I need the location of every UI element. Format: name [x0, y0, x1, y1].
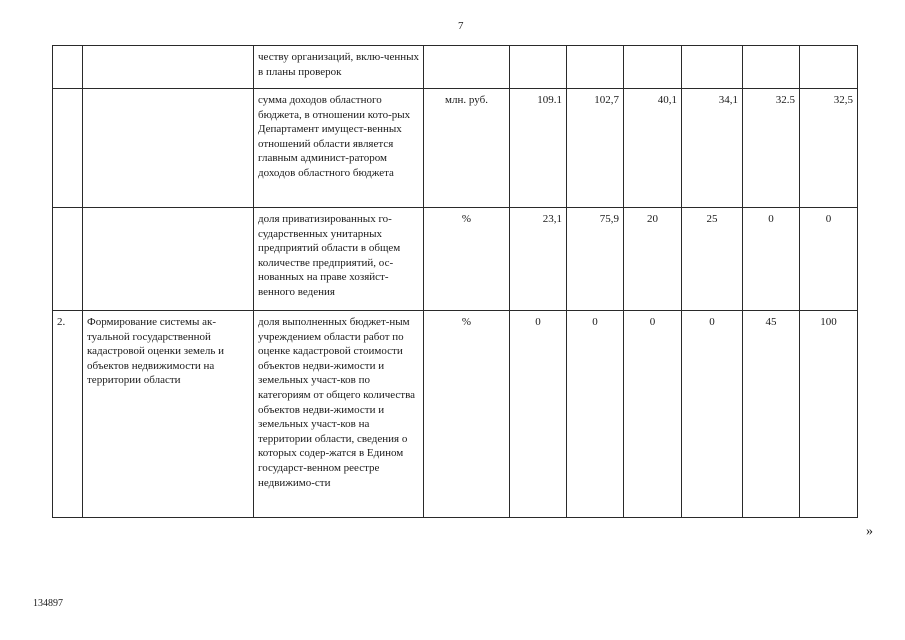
value-cell [624, 46, 682, 89]
value-cell: 23,1 [510, 208, 567, 311]
value-cell: 0 [800, 208, 858, 311]
indicator-cell: честву организаций, вклю-ченных в планы проверок [254, 46, 424, 89]
value-cell: 0 [682, 311, 743, 518]
indicators-table [52, 45, 858, 518]
value-cell: 0 [567, 311, 624, 518]
row-index-cell [53, 89, 83, 208]
value-cell: 34,1 [682, 89, 743, 208]
value-cell: 32.5 [743, 89, 800, 208]
table-row [53, 208, 858, 311]
value-cell: 109.1 [510, 89, 567, 208]
indicator-cell: доля выполненных бюджет-ным учреждением области работ по оценке кадастровой стоимости объектов недви-жимости и земельных участ-ков по категориям от общего количества объектов недви-жимости и земельных участ-ков на территории области, сведения о которых содер-жатся в Едином государст-венном реестре недвижимо-сти [254, 311, 424, 518]
row-index-cell: 2. [53, 311, 83, 518]
closing-quote: » [866, 524, 873, 539]
task-cell [83, 46, 254, 89]
value-cell [743, 46, 800, 89]
indicator-cell: доля приватизированных го-сударственных унитарных предприятий области в общем количестве предприятий, ос-нованных на праве хозяйст-венного ведения [254, 208, 424, 311]
value-cell: 32,5 [800, 89, 858, 208]
unit-cell: % [424, 311, 510, 518]
task-cell [83, 89, 254, 208]
value-cell: 75,9 [567, 208, 624, 311]
value-cell: 100 [800, 311, 858, 518]
value-cell [567, 46, 624, 89]
value-cell: 0 [743, 208, 800, 311]
value-cell: 45 [743, 311, 800, 518]
value-cell: 20 [624, 208, 682, 311]
value-cell [510, 46, 567, 89]
row-index-cell [53, 46, 83, 89]
value-cell: 25 [682, 208, 743, 311]
unit-cell: млн. руб. [424, 89, 510, 208]
value-cell: 102,7 [567, 89, 624, 208]
value-cell: 40,1 [624, 89, 682, 208]
value-cell: 0 [510, 311, 567, 518]
table-row [53, 311, 858, 518]
table-row [53, 46, 858, 89]
row-index-cell [53, 208, 83, 311]
value-cell [682, 46, 743, 89]
task-cell [83, 208, 254, 311]
indicator-cell: сумма доходов областного бюджета, в отношении кото-рых Департамент имущест-венных отношений области является главным админист-ратором доходов областного бюджета [254, 89, 424, 208]
value-cell: 0 [624, 311, 682, 518]
unit-cell: % [424, 208, 510, 311]
value-cell [800, 46, 858, 89]
page-number: 7 [458, 20, 464, 32]
unit-cell [424, 46, 510, 89]
table-row [53, 89, 858, 208]
document-code: 134897 [33, 598, 63, 609]
task-cell: Формирование системы ак-туальной государственной кадастровой оценки земель и объектов недвижимости на территории области [83, 311, 254, 518]
